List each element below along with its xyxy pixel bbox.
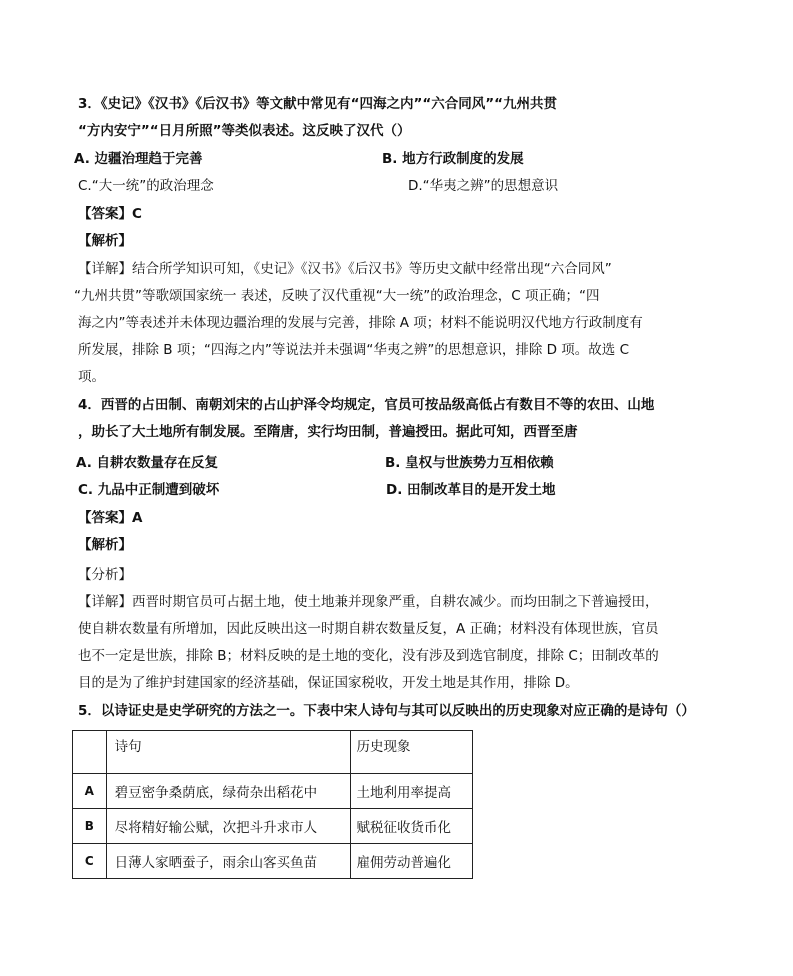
table-cell-poem: 尽将精好输公赋，次把斗升求市人 bbox=[106, 809, 350, 844]
q5-stem: 5．以诗证史是史学研究的方法之一。下表中宋人诗句与其可以反映出的历史现象对应正确的是诗句（） bbox=[78, 703, 695, 719]
table-row bbox=[73, 774, 473, 809]
table-cell-poem: 日薄人家晒蚕子，雨余山客买鱼苗 bbox=[106, 844, 350, 879]
q4-detail-line3: 也不一定是世族，排除 B；材料反映的是土地的变化，没有涉及到选官制度，排除 C；田制改革的 bbox=[78, 648, 659, 664]
q3-stem-line2: “方内安宁”“日月所照”等类似表述。这反映了汉代（） bbox=[78, 123, 411, 139]
q3-detail-line1: 【详解】结合所学知识可知，《史记》《汉书》《后汉书》等历史文献中经常出现“六合同风” bbox=[78, 261, 612, 277]
q4-fenxi-label: 【分析】 bbox=[78, 567, 132, 583]
q4-answer: 【答案】A bbox=[78, 510, 143, 526]
table-cell-poem: 碧豆密争桑荫底，绿荷杂出稻花中 bbox=[106, 774, 350, 809]
q3-answer: 【答案】C bbox=[78, 206, 142, 222]
q4-stem-line1: 4．西晋的占田制、南朝刘宋的占山护泽令均规定，官员可按品级高低占有数目不等的农田、山地 bbox=[78, 397, 655, 413]
q5-table bbox=[72, 730, 473, 879]
q3-option-b: B. 地方行政制度的发展 bbox=[382, 151, 524, 167]
table-cell-phenomenon: 赋税征收货币化 bbox=[350, 809, 472, 844]
table-header-cell bbox=[73, 731, 107, 774]
table-cell-option: A bbox=[73, 774, 107, 809]
q4-detail-line1: 【详解】西晋时期官员可占据土地，使土地兼并现象严重，自耕农减少。而均田制之下普遍授田， bbox=[78, 594, 659, 610]
q3-detail-line5: 项。 bbox=[78, 369, 105, 385]
q3-stem-line1: 3．《史记》《汉书》《后汉书》等文献中常见有“四海之内”“六合同风”“九州共贯 bbox=[78, 96, 558, 112]
q4-analysis-label: 【解析】 bbox=[78, 537, 132, 553]
q4-option-c: C. 九品中正制遭到破坏 bbox=[78, 482, 220, 498]
q3-option-c: C.“大一统”的政治理念 bbox=[78, 178, 214, 194]
q4-detail-line4: 目的是为了维护封建国家的经济基础，保证国家税收，开发土地是其作用，排除 D。 bbox=[78, 675, 579, 691]
q4-detail-line2: 使自耕农数量有所增加，因此反映出这一时期自耕农数量反复，A 正确；材料没有体现世族，官员 bbox=[78, 621, 659, 637]
q4-option-a: A. 自耕农数量存在反复 bbox=[76, 455, 219, 471]
q3-detail-line3: 海之内”等表述并未体现边疆治理的发展与完善，排除 A 项；材料不能说明汉代地方行政制度有 bbox=[78, 315, 643, 331]
q3-option-a: A. 边疆治理趋于完善 bbox=[74, 151, 203, 167]
q4-stem-line2: ，助长了大土地所有制发展。至隋唐，实行均田制，普遍授田。据此可知，西晋至唐 bbox=[78, 424, 578, 440]
q3-option-d: D.“华夷之辨”的思想意识 bbox=[408, 178, 559, 194]
table-row bbox=[73, 809, 473, 844]
q3-detail-line4: 所发展，排除 B 项；“四海之内”等说法并未强调“华夷之辨”的思想意识，排除 D 项。故选 C bbox=[78, 342, 630, 358]
table-cell-phenomenon: 雇佣劳动普遍化 bbox=[350, 844, 472, 879]
q3-analysis-label: 【解析】 bbox=[78, 233, 132, 249]
table-header-cell: 历史现象 bbox=[350, 731, 472, 774]
table-header-row bbox=[73, 731, 473, 774]
q3-detail-line2: “九州共贯”等歌颂国家统一 表述，反映了汉代重视“大一统”的政治理念，C 项正确；“四 bbox=[74, 288, 600, 304]
table-header-cell: 诗句 bbox=[106, 731, 350, 774]
table-cell-phenomenon: 土地利用率提高 bbox=[350, 774, 472, 809]
table-cell-option: C bbox=[73, 844, 107, 879]
q4-option-d: D. 田制改革目的是开发土地 bbox=[386, 482, 556, 498]
table-row bbox=[73, 844, 473, 879]
q4-option-b: B. 皇权与世族势力互相依赖 bbox=[385, 455, 554, 471]
table-cell-option: B bbox=[73, 809, 107, 844]
